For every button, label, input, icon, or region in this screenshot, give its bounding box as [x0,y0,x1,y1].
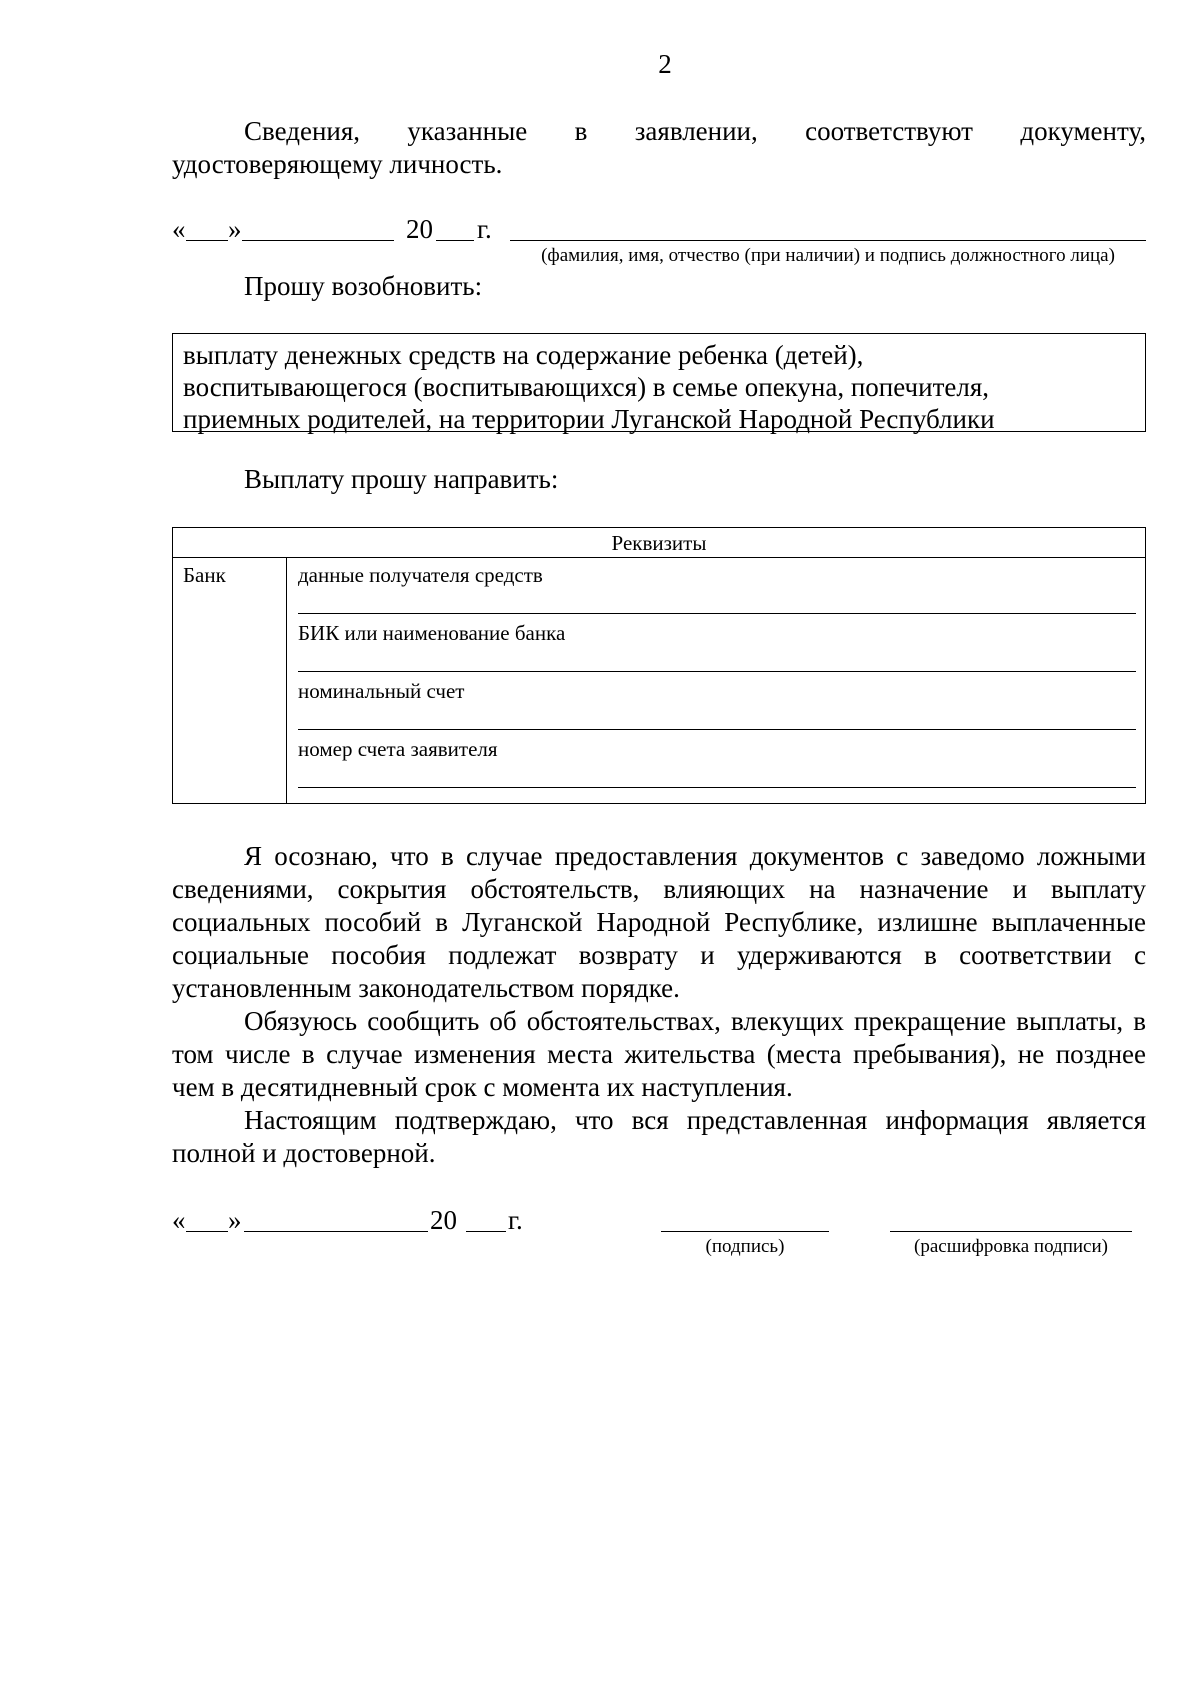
request-label: Прошу возобновить: [244,271,483,301]
year-suffix: г. [477,214,492,244]
official-caption: (фамилия, имя, отчество (при наличии) и подпись должностного лица) [541,245,1115,266]
field-label: данные получателя средств [298,563,543,587]
request-line: воспитывающегося (воспитывающихся) в семье опекуна, попечителя, [183,372,990,402]
field-label: номер счета заявителя [298,737,498,761]
table-header-divider [173,557,1145,558]
field-label: БИК или наименование банка [298,621,566,645]
requisites-table [172,527,1146,804]
nominal-account-field[interactable] [298,729,1136,730]
request-line: приемных родителей, на территории Луганской Народной Республики [183,404,995,434]
signature-line[interactable] [661,1231,829,1232]
table-column-divider [286,557,287,803]
date-close-quote: » [228,214,242,244]
bank-label: Банк [183,563,226,587]
declaration-paragraph: Настоящим подтверждаю, что вся представленная информация является полной и достоверной. [172,1105,1146,1168]
request-line: выплату денежных средств на содержание ребенка (детей), [183,340,864,370]
applicant-account-field[interactable] [298,787,1136,788]
decoding-caption: (расшифровка подписи) [914,1236,1108,1257]
year-blank[interactable] [436,240,474,241]
year-suffix: г. [508,1205,523,1235]
signature-caption: (подпись) [705,1236,785,1257]
declaration-paragraph: Обязуюсь сообщить об обстоятельствах, влекущих прекращение выплаты, в том числе в случае изменения места жительства (места пребывания), не позднее чем в десятидневный срок с момента их наступления. [172,1006,1146,1102]
date-open-quote: « [172,1205,186,1235]
signature-decoding-line[interactable] [890,1231,1132,1232]
verification-text: Сведения, указанные в заявлении, соответствуют документу, удостоверяющему личность. [172,116,1146,179]
request-box [172,333,1146,432]
year-blank[interactable] [466,1231,506,1232]
field-label: номинальный счет [298,679,465,703]
declaration-paragraph: Я осознаю, что в случае предоставления документов с заведомо ложными сведениями, сокрытия обстоятельств, влияющих на назначение и выплату социальных пособий в Луганской Народной Республике, излишне выплаченные социальные пособия подлежат возврату и удерживаются в соответствии с установленным законодательством порядке. [172,841,1146,1003]
bank-bic-field[interactable] [298,671,1136,672]
year-prefix: 20 [430,1205,457,1235]
day-blank[interactable] [186,1231,228,1232]
month-blank[interactable] [242,240,394,241]
day-blank[interactable] [186,240,228,241]
date-close-quote: » [228,1205,242,1235]
recipient-data-field[interactable] [298,613,1136,614]
official-signature-line[interactable] [510,240,1146,241]
page-number: 2 [658,49,672,79]
date-open-quote: « [172,214,186,244]
month-blank[interactable] [244,1231,428,1232]
year-prefix: 20 [406,214,433,244]
payment-label: Выплату прошу направить: [244,464,559,494]
table-header: Реквизиты [611,531,707,555]
